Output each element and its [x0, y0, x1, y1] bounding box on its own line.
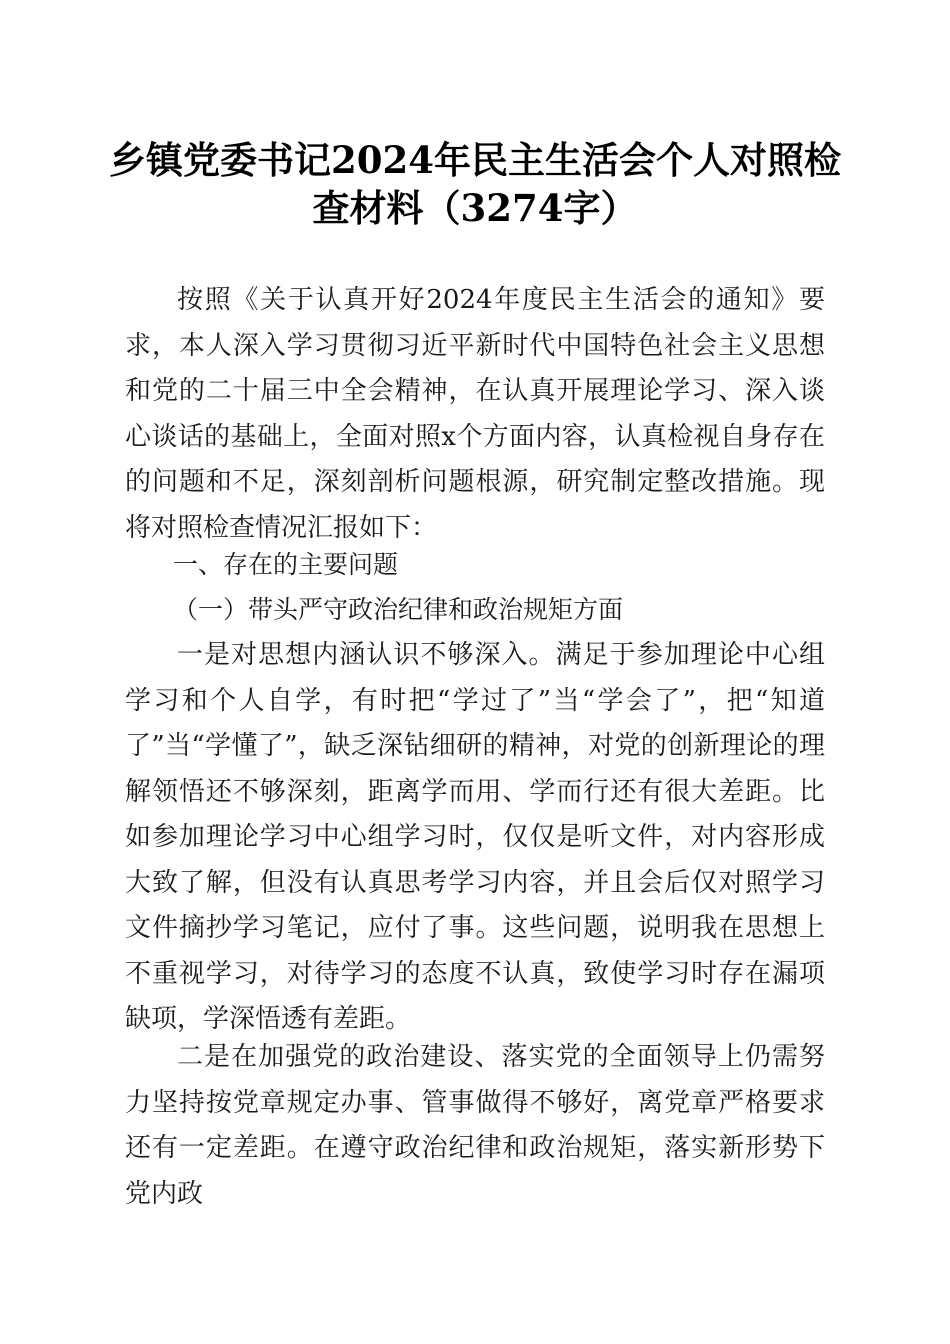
subsection-heading: （一）带头严守政治纪律和政治规矩方面	[173, 595, 624, 624]
title-line-2: 查材料（3274字）	[312, 186, 638, 230]
document-title	[100, 136, 850, 232]
paragraph-two: 二是在加强党的政治建设、落实党的全面领导上仍需努力坚持按党章规定办事、管事做得不够好，离党章严格要求还有一定差距。在遵守政治纪律和政治规矩，落实新形势下党内政	[125, 1042, 825, 1209]
title-line-1: 乡镇党委书记2024年民主生活会个人对照检	[109, 138, 841, 182]
paragraph-one: 一是对思想内涵认识不够深入。满足于参加理论中心组学习和个人自学，有时把“学过了”当“学会了”，把“知道了”当“学懂了”，缺乏深钻细研的精神，对党的创新理论的理解领悟还不够深刻，距离学而用、学而行还有很大差距。比如参加理论学习中心组学习时，仅仅是听文件，对内容形成大致了解，但没有认真思考学习内容，并且会后仅对照学习文件摘抄学习笔记，应付了事。这些问题，说明我在思想上不重视学习，对待学习的态度不认真，致使学习时存在漏项缺项，学深悟透有差距。	[125, 640, 825, 1034]
section-heading: 一、存在的主要问题	[173, 550, 399, 579]
intro-paragraph: 按照《关于认真开好2024年度民主生活会的通知》要求，本人深入学习贯彻习近平新时代中国特色社会主义思想和党的二十届三中全会精神，在认真开展理论学习、深入谈心谈话的基础上，全面对照x个方面内容，认真检视自身存在的问题和不足，深刻剖析问题根源，研究制定整改措施。现将对照检查情况汇报如下：	[125, 285, 825, 543]
